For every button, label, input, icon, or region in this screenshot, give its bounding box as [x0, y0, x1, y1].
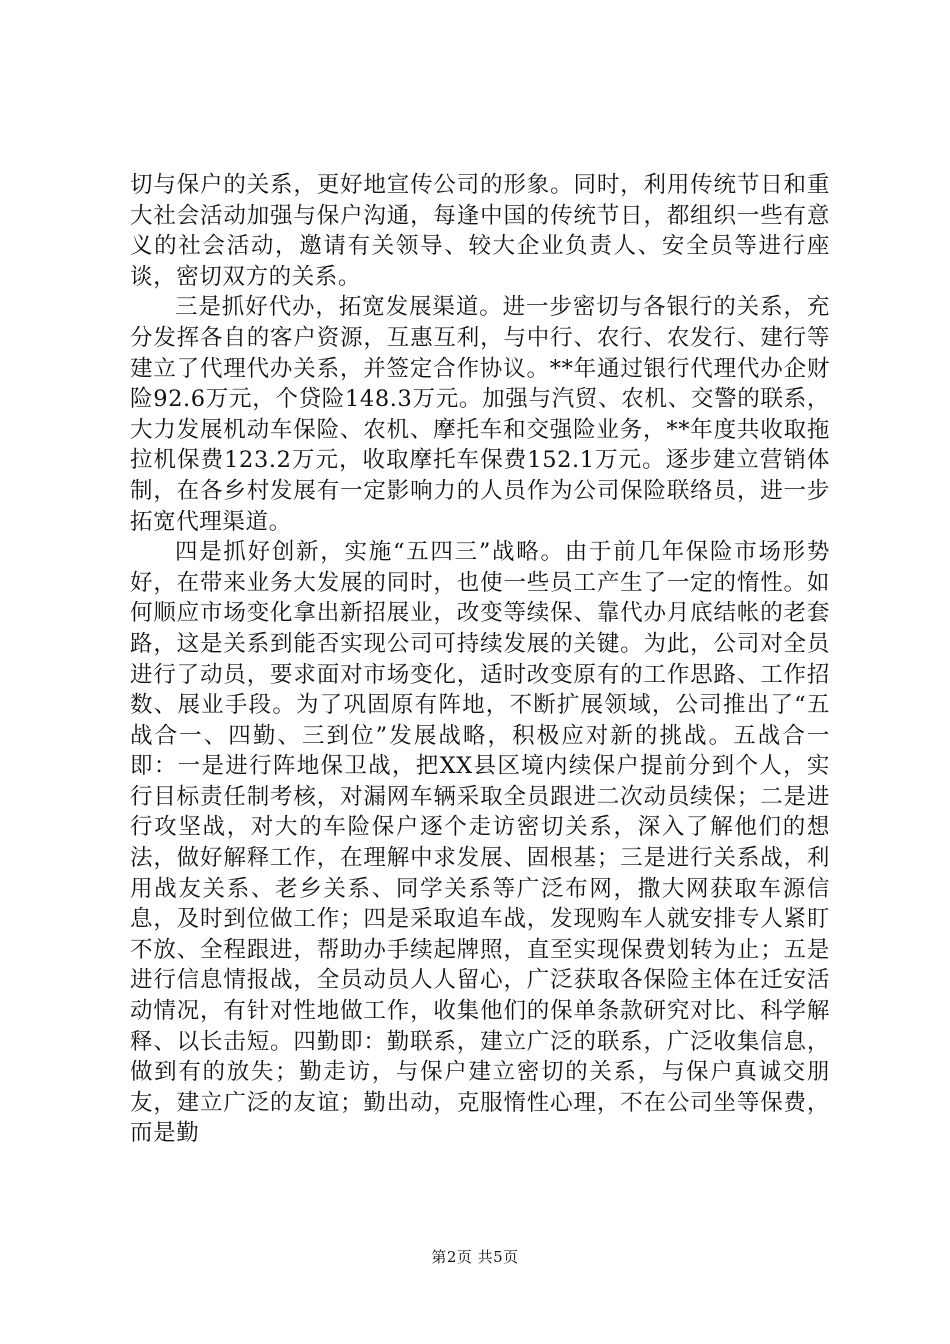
- page-footer: [0, 1247, 950, 1267]
- page-number-label: 第2页 共5页: [431, 1248, 519, 1266]
- paragraph-agency-channels: 三是抓好代办，拓宽发展渠道。进一步密切与各银行的关系，充分发挥各自的客户资源，互惠互利，与中行、农行、农发行、建行等建立了代理代办关系，并签定合作协议。**年通过银行代理代办企财险92.6万元，个贷险148.3万元。加强与汽贸、农机、交警的联系，大力发展机动车保险、农机、摩托车和交强险业务，**年度共收取拖拉机保费123.2万元，收取摩托车保费152.1万元。逐步建立营销体制，在各乡村发展有一定影响力的人员作为公司保险联络员，进一步拓宽代理渠道。: [130, 294, 830, 535]
- paragraph-continuation: 切与保户的关系，更好地宣传公司的形象。同时，利用传统节日和重大社会活动加强与保户沟通，每逢中国的传统节日，都组织一些有意义的社会活动，邀请有关领导、较大企业负责人、安全员等进行座谈，密切双方的关系。: [130, 172, 830, 290]
- paragraph-innovation-strategy: 四是抓好创新，实施“五四三”战略。由于前几年保险市场形势好，在带来业务大发展的同时，也使一些员工产生了一定的惰性。如何顺应市场变化拿出新招展业，改变等续保、靠代办月底结帐的老套路，这是关系到能否实现公司可持续发展的关键。为此，公司对全员进行了动员，要求面对市场变化，适时改变原有的工作思路、工作招数、展业手段。为了巩固原有阵地，不断扩展领域，公司推出了“五战合一、四勤、三到位”发展战略，积极应对新的挑战。五战合一即：一是进行阵地保卫战，把XX县区境内续保户提前分到个人，实行目标责任制考核，对漏网车辆采取全员跟进二次动员续保；二是进行攻坚战，对大的车险保户逐个走访密切关系，深入了解他们的想法，做好解释工作，在理解中求发展、固根基；三是进行关系战，利用战友关系、老乡关系、同学关系等广泛布网，撒大网获取车源信息，及时到位做工作；四是采取追车战，发现购车人就安排专人紧盯不放、全程跟进，帮助办手续起牌照，直至实现保费划转为止；五是进行信息情报战，全员动员人人留心，广泛获取各保险主体在迁安活动情况，有针对性地做工作，收集他们的保单条款研究对比、科学解释、以长击短。四勤即：勤联系，建立广泛的联系，广泛收集信息，做到有的放失；勤走访，与保户建立密切的关系，与保户真诚交朋友，建立广泛的友谊；勤出动，克服惰性心理，不在公司坐等保费，而是勤: [130, 539, 830, 1147]
- document-body: [130, 170, 830, 1149]
